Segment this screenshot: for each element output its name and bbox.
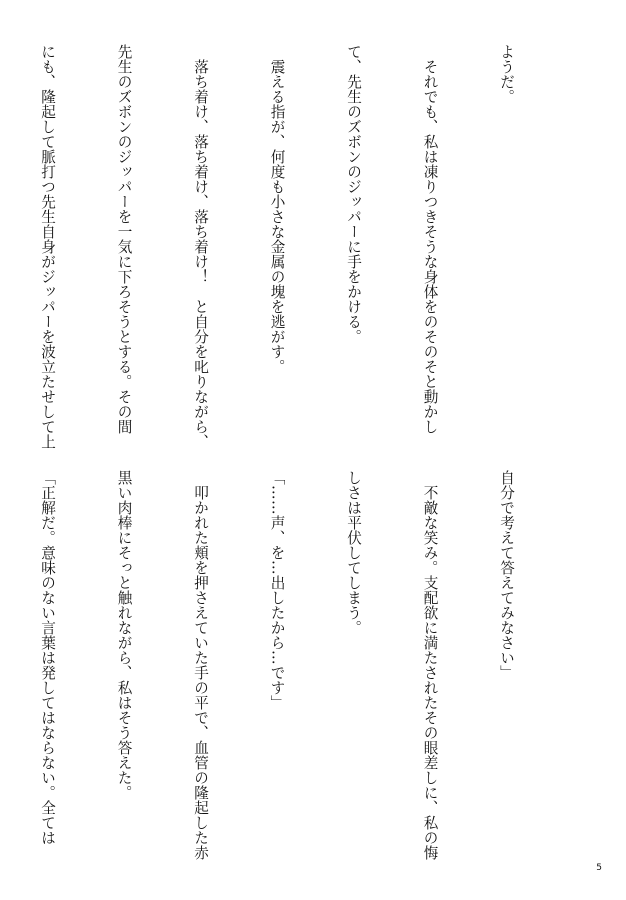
text-line: て、先生のズボンのジッパーに手をかける。: [345, 44, 362, 344]
text-line: 「正解だ。意味のない言葉は発してはならない。全ては: [39, 470, 56, 845]
text-block-top: [0, 44, 570, 449]
text-block-bottom: [0, 470, 570, 858]
text-line: それでも、私は凍りつきそうな身体をのそのそと動かし: [421, 44, 439, 434]
text-line: 自分で考えて答えてみなさい」: [498, 470, 515, 680]
text-line: 震える指が、何度も小さな金属の塊を逃がす。: [268, 44, 286, 374]
page-number: 5: [596, 863, 602, 873]
text-line: にも、隆起して脈打つ先生自身がジッパーを波立たせして上: [39, 44, 56, 449]
text-line: 黒い肉棒にそっと触れながら、私はそう答えた。: [115, 470, 133, 800]
text-line: ようだ。: [498, 44, 515, 104]
text-line: 先生のズボンのジッパーを一気に下ろそうとする。その間: [115, 44, 133, 434]
text-line: 「……声、を…出したから…です」: [268, 470, 286, 710]
text-line: しさは平伏してしまう。: [345, 470, 362, 635]
text-line: 叩かれた頬を押さえていた手の平で、血管の隆起した赤: [192, 470, 209, 860]
text-line: 落ち着け、落ち着け、落ち着け！ と自分を叱りながら、: [192, 44, 209, 449]
text-line: 不敵な笑み。支配欲に満たされたその眼差しに、私の悔: [421, 470, 439, 860]
